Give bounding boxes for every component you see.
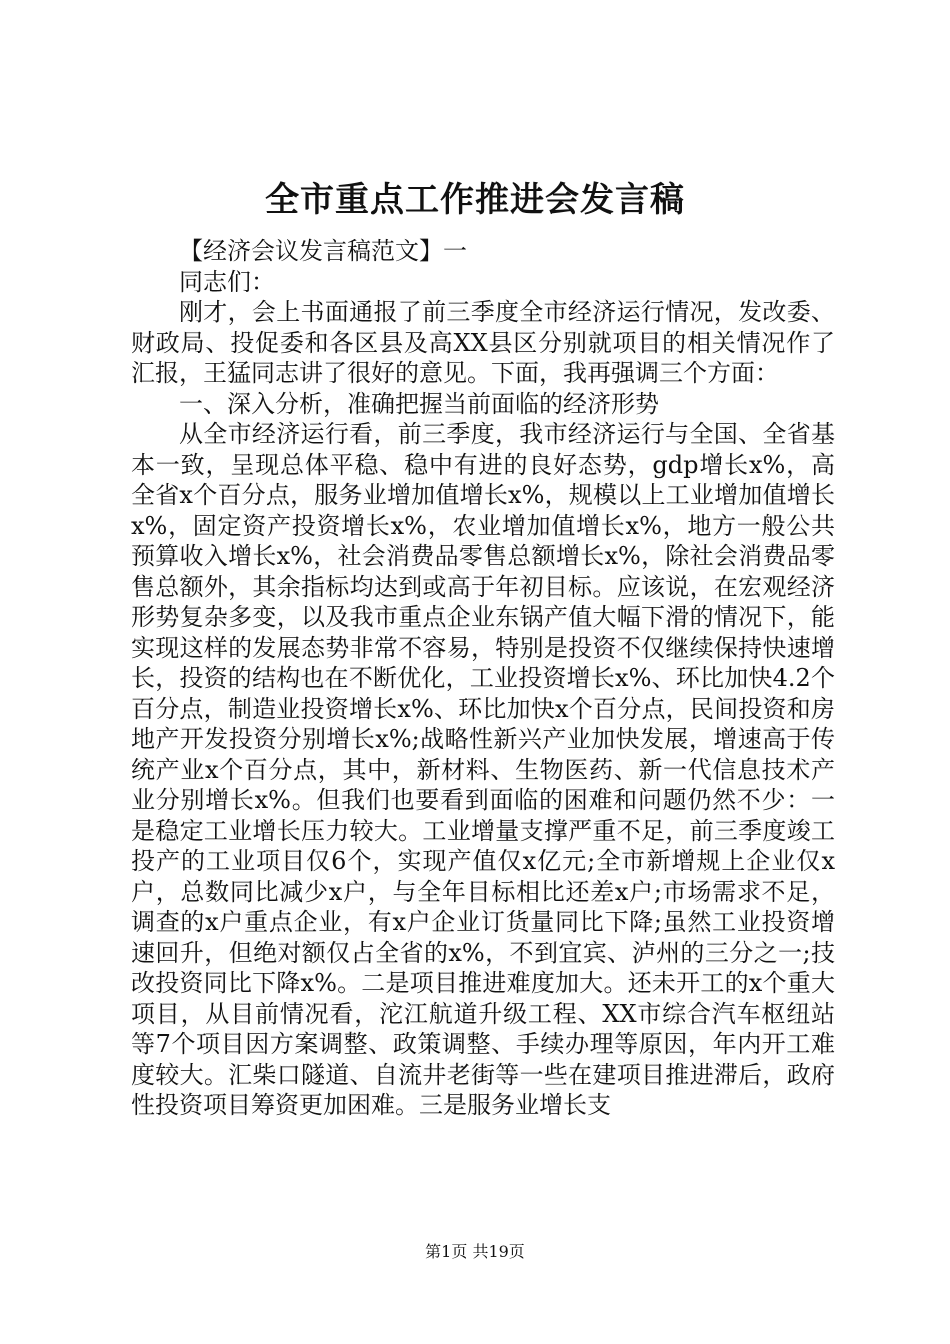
paragraph-salutation: 同志们： — [179, 267, 275, 296]
paragraph-heading-label: 【经济会议发言稿范文】一 — [179, 237, 467, 265]
paragraph-intro: 刚才，会上书面通报了前三季度全市经济运行情况，发改委、财政局、投促委和各区县及高XX县区分别就项目的相关情况作了汇报，王猛同志讲了很好的意见。下面，我再强调三个方面： — [131, 298, 835, 387]
page-number-footer: 第1页 共19页 — [425, 1242, 525, 1261]
paragraph-section-heading: 一、深入分析，准确把握当前面临的经济形势 — [179, 389, 659, 418]
document-title: 全市重点工作推进会发言稿 — [265, 180, 685, 220]
paragraph-economic-analysis: 从全市经济运行看，前三季度，我市经济运行与全国、全省基本一致，呈现总体平稳、稳中有进的良好态势，gdp增长x%，高全省x个百分点，服务业增加值增长x%，规模以上工业增加值增长x%，固定资产投资增长x%，农业增加值增长x%，地方一般公共预算收入增长x%，社会消费品零售总额增长x%，除社会消费品零售总额外，其余指标均达到或高于年初目标。应该说，在宏观经济形势复杂多变，以及我市重点企业东锅产值大幅下滑的情况下，能实现这样的发展态势非常不容易，特别是投资不仅继续保持快速增长，投资的结构也在不断优化，工业投资增长x%、环比加快4.2个百分点，制造业投资增长x%、环比加快x个百分点，民间投资和房地产开发投资分别增长x%;战略性新兴产业加快发展，增速高于传统产业x个百分点，其中，新材料、生物医药、新一代信息技术产业分别增长x%。但我们也要看到面临的困难和问题仍然不少：一是稳定工业增长压力较大。工业增量支撑严重不足，前三季度竣工投产的工业项目仅6个，实现产值仅x亿元;全市新增规上企业仅x户，总数同比减少x户，与全年目标相比还差x户;市场需求不足，调查的x户重点企业，有x户企业订货量同比下降;虽然工业投资增速回升，但绝对额仅占全省的x%，不到宜宾、泸州的三分之一;技改投资同比下降x%。二是项目推进难度加大。还未开工的x个重大项目，从目前情况看，沱江航道升级工程、XX市综合汽车枢纽站等7个项目因方案调整、政策调整、手续办理等原因，年内开工难度较大。汇柴口隧道、自流井老街等一些在建项目推进滞后，政府性投资项目筹资更加困难。三是服务业增长支 — [131, 420, 835, 1119]
document-body — [131, 236, 835, 1121]
